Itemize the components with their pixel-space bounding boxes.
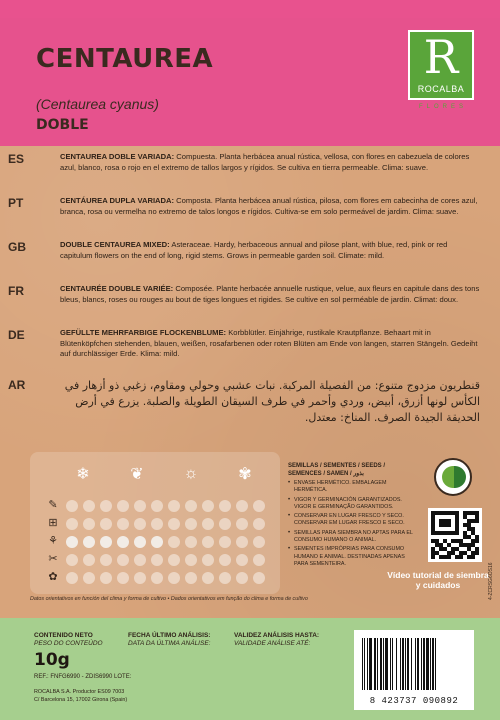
logo-subtitle: FLORES: [418, 104, 467, 110]
month-dot: [100, 518, 112, 530]
reference-code: REF.: FNFG6990 - ZDIS6990 LOTE:: [34, 674, 132, 680]
month-dot: [100, 572, 112, 584]
month-dot: [66, 572, 78, 584]
harvest-icon: ✂: [48, 553, 58, 565]
month-dot: [117, 536, 129, 548]
month-dot: [66, 554, 78, 566]
month-dot: [236, 554, 248, 566]
qr-pattern: [431, 511, 479, 559]
lang-text: CENTAUREA DOBLE VARIADA: Compuesta. Planta herbácea anual rústica, vellosa, con flores en cabezuela de colores azul, blanco, rosa o rojo en el extremo de tallos largos y rígidos. Se cultiva en tierra permeable. Clima: suave.: [60, 152, 470, 172]
calendar-row: [46, 516, 276, 534]
month-dot: [202, 518, 214, 530]
seeds-item: • VIGOR Y GERMINACIÓN GARANTIZADOS. VIGOR E GERMINAÇÃO GARANTIDOS.: [288, 497, 413, 511]
lang-code: FR: [8, 284, 24, 298]
ean-number: 8 423737 090892: [369, 696, 459, 706]
lang-code: GB: [8, 240, 26, 254]
sun-icon: ☼: [183, 465, 199, 482]
transplant-icon: ⊞: [48, 517, 58, 529]
month-dot: [134, 518, 146, 530]
month-dot: [219, 518, 231, 530]
lang-code: ES: [8, 152, 25, 166]
producer-info: ROCALBA S.A. Productor ES09 7003 C/ Barcelona 15, 17002 Girona (Spain): [34, 689, 128, 703]
leaf-icon: ❦: [130, 466, 144, 483]
month-dot: [168, 572, 180, 584]
month-dot: [236, 518, 248, 530]
month-dot: [202, 554, 214, 566]
barcode-bars: [362, 638, 466, 690]
month-dot: [83, 536, 95, 548]
month-dot: [202, 572, 214, 584]
calendar-note: Datos orientativos en función del clima y forma de cultivo • Dados orientativos em função do clima e forma de cultivo: [30, 596, 308, 602]
month-dot: [134, 554, 146, 566]
cultivation-calendar: [30, 452, 280, 594]
month-dot: [219, 536, 231, 548]
month-dot: [117, 500, 129, 512]
month-dot: [185, 572, 197, 584]
month-dot: [134, 536, 146, 548]
month-dot: [100, 536, 112, 548]
seeds-item: • SEMENTES IMPRÓPRIAS PARA CONSUMO HUMANO E ANIMAL. DESTINADAS APENAS PARA SEMENTEIRA.: [288, 546, 413, 568]
month-dot: [168, 518, 180, 530]
month-dot: [83, 500, 95, 512]
latin-name: (Centaurea cyanus): [36, 96, 159, 112]
month-dot: [253, 572, 265, 584]
snowflake-icon: ❄: [76, 466, 90, 483]
video-tutorial-label: Vídeo tutorial de siembra y cuidados: [387, 570, 489, 590]
month-dot: [236, 536, 248, 548]
month-dot: [219, 554, 231, 566]
arabic-text: قنطريون مزدوج متنوع: من الفصيلة المركبة. نبات عشبي وحولي ومقاوم، زغبي ذو أزهار في الكأس لونها أزرق، أبيض، وردي وأحمر في طرف السيقان الطويلة والصلبة. يزرع في أرض الحديقة الجيدة الصرف. المناخ: معتدل.: [64, 379, 480, 424]
month-dot: [185, 518, 197, 530]
month-dot: [253, 554, 265, 566]
logo-brand-name: ROCALBA: [417, 84, 465, 94]
lang-code: PT: [8, 196, 24, 210]
month-dot: [83, 554, 95, 566]
net-weight: 10g: [34, 650, 70, 670]
lang-text: DOUBLE CENTAUREA MIXED: Asteraceae. Hardy, herbaceous annual and pilose plant, with blue, red, pink or red capitulum flowers on the end of long, rigid stems. Grows in permeable garden soil. Climate: mild.: [60, 240, 448, 260]
month-dot: [202, 536, 214, 548]
green-dot-recycling-icon: [434, 458, 472, 496]
month-dot: [66, 536, 78, 548]
analysis-validity-label: VALIDEZ ANÁLISIS HASTA: VALIDADE ANÁLISE ATÉ:: [234, 632, 320, 647]
month-dot: [100, 500, 112, 512]
month-dot: [117, 554, 129, 566]
month-dot: [151, 536, 163, 548]
calendar-row: [46, 534, 276, 552]
month-dot: [117, 518, 129, 530]
top-band: [0, 0, 500, 18]
month-dot: [253, 536, 265, 548]
maple-leaf-icon: ✾: [238, 466, 252, 483]
lang-code: AR: [8, 378, 26, 392]
month-dot: [236, 572, 248, 584]
month-dot: [253, 500, 265, 512]
month-dot: [151, 572, 163, 584]
month-dot: [253, 518, 265, 530]
month-dot: [83, 518, 95, 530]
month-dot: [134, 572, 146, 584]
month-dot: [168, 554, 180, 566]
rocalba-logo: [408, 30, 474, 100]
month-dot: [219, 572, 231, 584]
ean-barcode: [354, 630, 474, 710]
sowing-icon: ✎: [48, 499, 58, 511]
seedling-icon: ⚘: [48, 535, 58, 547]
logo-letter: R: [423, 30, 459, 84]
lang-text: CENTAURÉE DOUBLE VARIÉE: Composée. Plante herbacée annuelle rustique, velue, aux fleurs en capitule dans des tons bleus, blancs, roses ou rouges au bout de tiges longues et rigides. Se cultive en sol perméable de jardin. Climat: doux.: [60, 284, 480, 304]
month-dot: [100, 554, 112, 566]
month-dot: [219, 500, 231, 512]
month-dot: [185, 536, 197, 548]
month-dot: [185, 554, 197, 566]
month-dot: [202, 500, 214, 512]
product-title: CENTAUREA: [36, 44, 214, 74]
month-dot: [185, 500, 197, 512]
seeds-item: • SEMILLAS PARA SIEMBRA NO APTAS PARA EL CONSUMO HUMANO O ANIMAL.: [288, 530, 413, 544]
month-dot: [236, 500, 248, 512]
side-code: 4-ZCRSG6OS16: [488, 562, 494, 600]
lang-text: GEFÜLLTE MEHRFARBIGE FLOCKENBLUME: Korbblütler. Einjährige, rustikale Krautpflanze. Behaart mit in Blütenköpfchen stehenden, blauen, weißen, rosafarbenen oder roten Blüten am Ende von langen, starren Stängeln. Gedeiht auf durchlässiger Erde. Klima: mild.: [60, 328, 478, 358]
month-dot: [117, 572, 129, 584]
seeds-title: SEMILLAS / SEMENTES / SEEDS / SEMENCES / SAMEN / بذور: [288, 463, 386, 477]
seeds-item: • CONSERVAR EN LUGAR FRESCO Y SECO. CONSERVAR EM LUGAR FRESCO E SECO.: [288, 513, 413, 527]
variety-label: DOBLE: [36, 117, 89, 133]
flower-icon: ✿: [48, 571, 58, 583]
month-dot: [134, 500, 146, 512]
month-dot: [168, 536, 180, 548]
month-dot: [66, 500, 78, 512]
month-dot: [168, 500, 180, 512]
month-dot: [151, 500, 163, 512]
calendar-row: [46, 498, 276, 516]
month-dot: [83, 572, 95, 584]
month-dot: [151, 554, 163, 566]
seeds-list: [288, 480, 413, 570]
net-content-label: CONTENIDO NETO PESO DO CONTEÚDO: [34, 632, 103, 647]
month-dot: [151, 518, 163, 530]
lang-text: CENTÁUREA DUPLA VARIADA: Composta. Planta herbácea anual rústica, pilosa, com flores em cabecinha de cores azul, branca, rosa ou vermelha no extremo de talos longos e rígidos. Cultiva-se em solo permeável de jardim. Clima: suave.: [60, 196, 478, 216]
month-dot: [66, 518, 78, 530]
qr-code[interactable]: [428, 508, 482, 562]
lang-code: DE: [8, 328, 25, 342]
seeds-item: • ENVASE HERMÉTICO. EMBALAGEM HERMÉTICA.: [288, 480, 413, 494]
analysis-date-label: FECHA ÚLTIMO ANÁLISIS: DATA DA ÚLTIMA ANÁLISE:: [128, 632, 211, 647]
calendar-row: [46, 552, 276, 570]
calendar-row: [46, 570, 276, 588]
